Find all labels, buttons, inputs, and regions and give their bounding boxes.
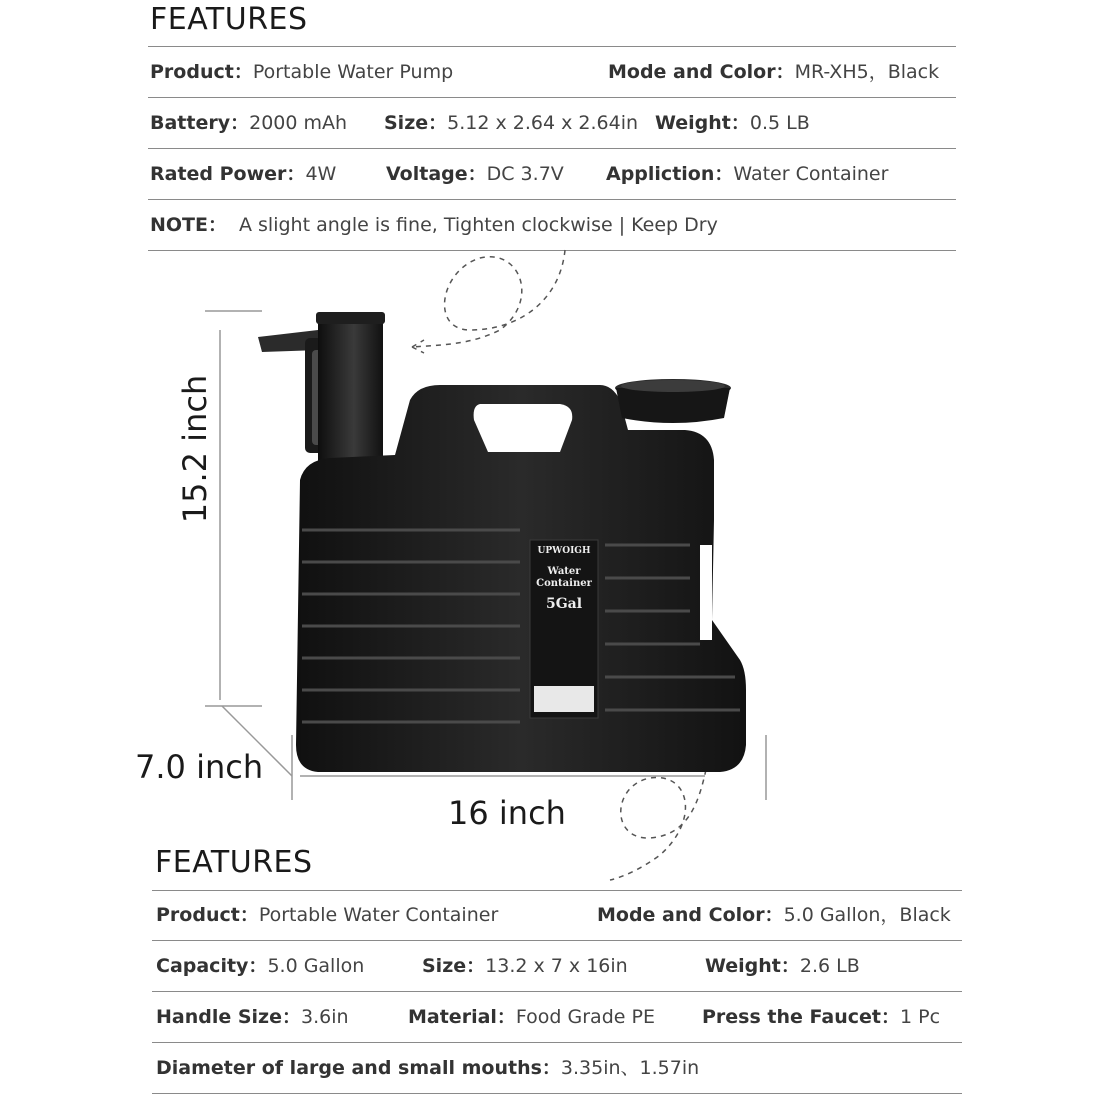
spec-label: Appliction： [606,163,734,185]
depth-dimension-label: 7.0 inch [135,748,264,786]
spec-value: Food Grade PE [515,1006,655,1028]
spec-value: 4W [305,163,337,185]
divider [152,1093,962,1094]
bottom-features-title: FEATURES [155,845,313,880]
spec-label: Handle Size： [156,1006,302,1028]
spec-value: 3.35in、1.57in [560,1057,700,1079]
spec-label: Product： [150,61,253,83]
spec-value: 0.5 LB [749,112,810,134]
spec-value: 13.2 x 7 x 16in [485,955,628,977]
spec-row [156,1056,699,1080]
spec-value: Portable Water Pump [252,61,454,83]
width-dimension-label: 16 inch [448,794,566,832]
spec-value: 5.12 x 2.64 x 2.64in [447,112,639,134]
spec-value: 2000 mAh [249,112,348,134]
spec-label: Weight： [705,955,800,977]
spec-row [702,1005,940,1029]
spec-label: Product： [156,904,259,926]
product-name-label: Container [536,578,592,589]
spec-value: DC 3.7V [486,163,564,185]
product-capacity-label: 5Gal [545,596,583,612]
spec-value: MR-XH5，Black [794,61,940,83]
spec-label: Mode and Color： [597,904,784,926]
spec-label: Diameter of large and small mouths： [156,1057,561,1079]
spec-label: Press the Faucet： [702,1006,900,1028]
spec-row [156,954,364,978]
spec-row [156,1005,349,1029]
dashed-arrow-bottom [610,760,714,880]
note-value: A slight angle is fine, Tighten clockwise | Keep Dry [239,214,718,236]
pump-icon [258,312,385,470]
dashed-arrow-top [412,250,565,353]
spec-value: 3.6in [301,1006,349,1028]
divider [152,940,962,941]
divider [152,1042,962,1043]
top-features-title: FEATURES [150,2,308,37]
spec-label: Material： [408,1006,516,1028]
product-brand-label: UPWOIGH [537,546,591,556]
spec-value: 2.6 LB [799,955,860,977]
spec-label: Weight： [655,112,750,134]
spec-label: Size： [384,112,448,134]
spec-label: Battery： [150,112,250,134]
spec-label: Rated Power： [150,163,306,185]
spec-label: Size： [422,955,486,977]
spec-row [422,954,628,978]
divider [152,890,962,891]
divider [152,991,962,992]
spec-value: 1 Pc [899,1006,941,1028]
spec-label: Capacity： [156,955,268,977]
spec-label: Voltage： [386,163,487,185]
spec-row [408,1005,655,1029]
height-dimension-label: 15.2 inch [176,374,214,524]
note-label: NOTE： [150,214,227,236]
spec-row [156,903,498,927]
spec-value: Portable Water Container [258,904,499,926]
spec-row [705,954,860,978]
spec-label: Mode and Color： [608,61,795,83]
spec-row [597,903,951,927]
spec-value: 5.0 Gallon，Black [783,904,951,926]
spec-value: Water Container [733,163,889,185]
spec-value: 5.0 Gallon [267,955,365,977]
product-name-label: Water [547,566,581,577]
